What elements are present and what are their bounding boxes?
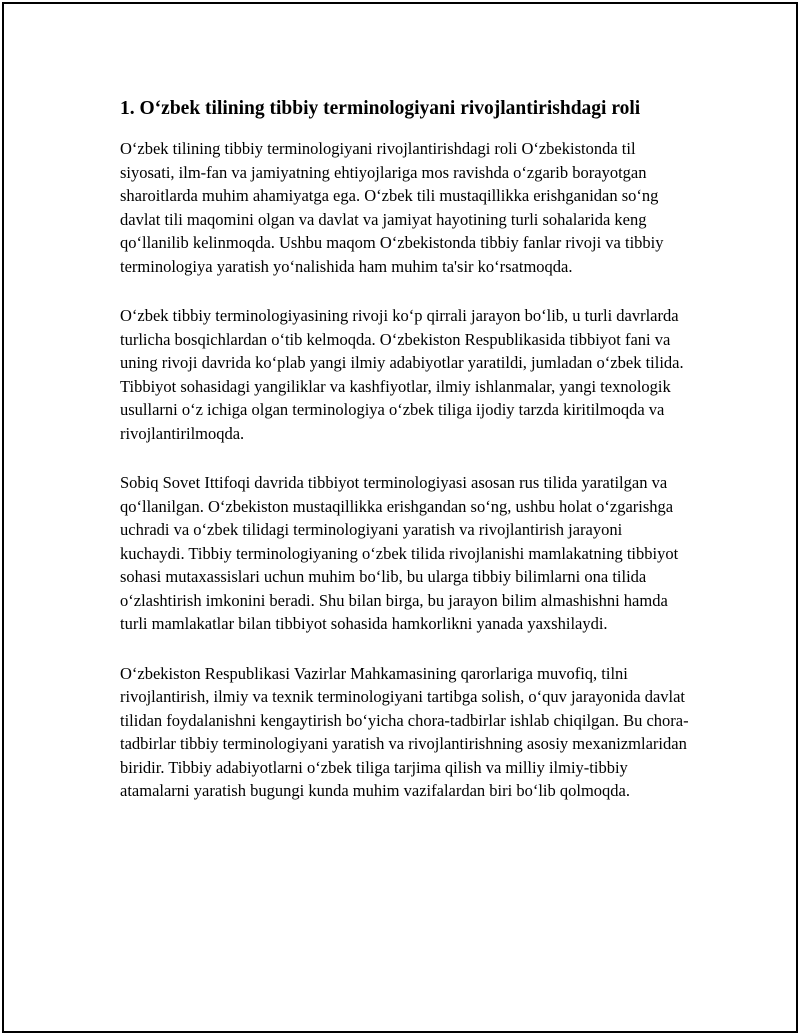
paragraph-3: Sobiq Sovet Ittifoqi davrida tibbiyot terminologiyasi asosan rus tilida yaratilgan va qo‘llanilgan. O‘zbekiston mustaqillikka erishgandan so‘ng, ushbu holat o‘zgarishga uchradi va o‘zbek tilidagi terminologiyani yaratish va rivojlantirish jarayoni kuchaydi. Tibbiy terminologiyaning o‘zbek tilida rivojlanishi mamlakatning tibbiyot sohasi mutaxassislari uchun muhim bo‘lib, bu ularga tibbiy bilimlarni ona tilida o‘zlashtirish imkonini beradi. Shu bilan birga, bu jarayon bilim almashishni hamda turli mamlakatlar bilan tibbiyot sohasida hamkorlikni yanada yaxshilaydi. [120, 473, 679, 633]
paragraph-2: O‘zbek tibbiy terminologiyasining rivoji ko‘p qirrali jarayon bo‘lib, u turli davrlarda turlicha bosqichlardan o‘tib kelmoqda. O‘zbekiston Respublikasida tibbiyot fani va uning rivoji davrida ko‘plab yangi ilmiy adabiyotlar yaratildi, jumladan o‘zbek tilida. Tibbiyot sohasidagi yangiliklar va kashfiyotlar, ilmiy ishlanmalar, yangi texnologik usullarni o‘z ichiga olgan terminologiya o‘zbek tiliga ijodiy tarzda kiritilmoqda va rivojlantirilmoqda. [120, 306, 684, 443]
paragraph-4: O‘zbekiston Respublikasi Vazirlar Mahkamasining qarorlariga muvofiq, tilni rivojlantirish, ilmiy va texnik terminologiyani tartibga solish, o‘quv jarayonida davlat tilidan foydalanishni kengaytirish bo‘yicha chora-tadbirlar ishlab chiqilgan. Bu chora-tadbirlar tibbiy terminologiyani yaratish va rivojlantirishning asosiy mexanizmlaridan biridir. Tibbiy adabiyotlarni o‘zbek tiliga tarjima qilish va milliy ilmiy-tibbiy atamalarni yaratish bugungi kunda muhim vazifalardan biri bo‘lib qolmoqda. [120, 663, 689, 800]
section-heading: 1. O‘zbek tilining tibbiy terminologiyani rivojlantirishdagi roli [120, 98, 641, 119]
paragraph-1: O‘zbek tilining tibbiy terminologiyani rivojlantirishdagi roli O‘zbekistonda til siyosati, ilm-fan va jamiyatning ehtiyojlariga mos ravishda o‘zgarib borayotgan sharoitlarda muhim ahamiyatga ega. O‘zbek tili mustaqillikka erishganidan so‘ng davlat tili maqomini olgan va davlat va jamiyat hayotining turli sohalarida keng qo‘llanilib kelinmoqda. Ushbu maqom O‘zbekistonda tibbiy fanlar rivoji va tibbiy terminologiya yaratish yo‘nalishida ham muhim ta'sir ko‘rsatmoqda. [120, 139, 664, 276]
document-body [120, 96, 690, 803]
page-frame [2, 2, 798, 1033]
